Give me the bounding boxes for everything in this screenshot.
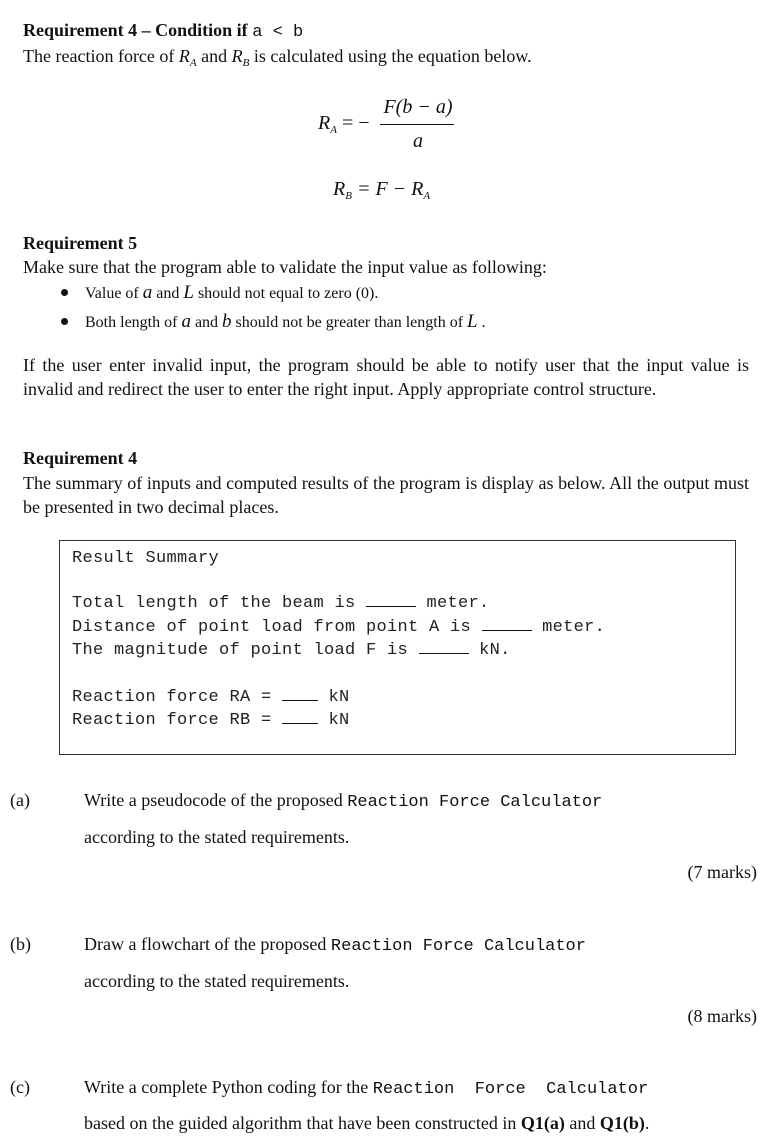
line1-unit: meter. — [416, 594, 490, 613]
question-c-text-2: based on the guided algorithm that have been constructed in — [84, 1113, 521, 1133]
bullet1-text-b: and — [152, 285, 184, 302]
eq1-numerator: F(b − a) — [383, 96, 453, 118]
bullet2-text-b: and — [190, 314, 223, 331]
requirement-5-intro: Make sure that the program able to validate the input value as following: — [23, 257, 547, 277]
bullet2-text-a: Both length of — [85, 314, 182, 331]
heading-text: Requirement 4 – Condition if — [23, 20, 253, 40]
question-a-label: (a) — [10, 790, 30, 810]
equation-rb — [333, 178, 430, 202]
requirement-4-condition-heading — [23, 20, 303, 42]
question-c-end: . — [644, 1113, 650, 1133]
question-b-line-2: according to the stated requirements. — [84, 971, 350, 991]
eq2-rhs-subscript: A — [423, 190, 431, 202]
question-c-line-1 — [84, 1077, 648, 1099]
bullet2-text-c: should not be greater than length of — [231, 314, 468, 331]
bullet2-var-b: b — [222, 311, 232, 332]
eq1-lhs-subscript: A — [330, 124, 337, 136]
blank-line — [366, 594, 416, 607]
question-c-ref-1: Q1(a) — [520, 1113, 565, 1133]
requirement-4-paragraph: The summary of inputs and computed results of the program is display as below. All the output must be presented in two decimal places. — [23, 473, 749, 517]
summary-line-rb — [72, 711, 350, 730]
validation-bullet-1 — [85, 282, 378, 304]
question-a-line-1 — [84, 790, 602, 812]
question-c-label: (c) — [10, 1077, 30, 1097]
summary-line-point-load — [72, 641, 511, 660]
validation-bullet-2 — [85, 311, 486, 333]
eq2-lhs-subscript: B — [345, 190, 352, 202]
line5-unit: kN — [318, 711, 350, 730]
question-c-line-2 — [84, 1113, 649, 1134]
question-c-ref-2: Q1(b) — [599, 1113, 645, 1133]
eq2-rhs: = F − R — [356, 178, 424, 200]
eq1-fraction-line — [380, 124, 454, 125]
question-b-line-1 — [84, 934, 586, 956]
summary-line-total-length — [72, 594, 490, 613]
requirement-5-heading: Requirement 5 — [23, 233, 138, 253]
bullet-icon — [61, 318, 68, 325]
summary-line-ra — [72, 688, 350, 707]
question-b-marks: (8 marks) — [687, 1006, 757, 1026]
intro-text-2: is calculated using the equation below. — [249, 46, 532, 66]
bullet1-var-a: a — [142, 282, 153, 303]
line3-label: The magnitude of point load F is — [72, 641, 419, 660]
eq1-equals-minus: = − — [341, 112, 370, 134]
blank-line — [482, 618, 532, 631]
bullet2-text-d: . — [477, 314, 486, 331]
blank-line — [419, 641, 469, 654]
requirement-4-heading: Requirement 4 — [23, 448, 138, 468]
question-b-code: Reaction Force Calculator — [330, 937, 586, 956]
blank-line — [282, 688, 318, 701]
equation-ra-lhs — [318, 112, 370, 136]
rb-symbol: R — [231, 46, 243, 66]
bullet2-var-a: a — [181, 311, 191, 332]
line3-unit: kN. — [468, 641, 511, 660]
question-b-label: (b) — [10, 934, 31, 954]
eq1-denominator: a — [413, 130, 423, 152]
reaction-force-intro — [23, 46, 532, 69]
summary-title: Result Summary — [72, 549, 220, 568]
invalid-input-paragraph: If the user enter invalid input, the program should be able to notify user that the input value is invalid and redirect the user to enter the right input. Apply appropriate control structure. — [23, 355, 749, 399]
bullet1-var-l: L — [183, 282, 194, 303]
ra-symbol: R — [178, 46, 190, 66]
intro-and: and — [196, 46, 232, 66]
eq2-lhs-symbol: R — [333, 178, 346, 200]
bullet1-text-a: Value of — [85, 285, 143, 302]
question-a-line-2: according to the stated requirements. — [84, 827, 350, 847]
intro-text-1: The reaction force of — [23, 46, 179, 66]
line5-label: Reaction force RB = — [72, 711, 283, 730]
line4-unit: kN — [318, 688, 350, 707]
bullet2-var-l: L — [467, 311, 478, 332]
blank-line — [282, 711, 318, 724]
eq1-lhs-symbol: R — [318, 112, 331, 134]
rb-subscript: B — [242, 57, 250, 69]
bullet-icon — [61, 289, 68, 296]
question-a-marks: (7 marks) — [687, 862, 757, 882]
bullet1-text-c: should not equal to zero (0). — [193, 285, 379, 302]
question-c-code: Reaction Force Calculator — [372, 1080, 649, 1099]
line2-unit: meter. — [531, 618, 606, 637]
summary-line-distance — [72, 618, 605, 637]
heading-code: a < b — [252, 23, 304, 42]
question-a-code: Reaction Force Calculator — [347, 793, 603, 812]
line4-label: Reaction force RA = — [72, 688, 283, 707]
question-b-text: Draw a flowchart of the proposed — [84, 934, 331, 954]
question-c-text: Write a complete Python coding for the — [84, 1077, 373, 1097]
line2-label: Distance of point load from point A is — [72, 618, 482, 637]
question-a-text: Write a pseudocode of the proposed — [84, 790, 348, 810]
ra-subscript: A — [189, 57, 197, 69]
line1-label: Total length of the beam is — [72, 594, 367, 613]
question-c-and: and — [564, 1113, 600, 1133]
